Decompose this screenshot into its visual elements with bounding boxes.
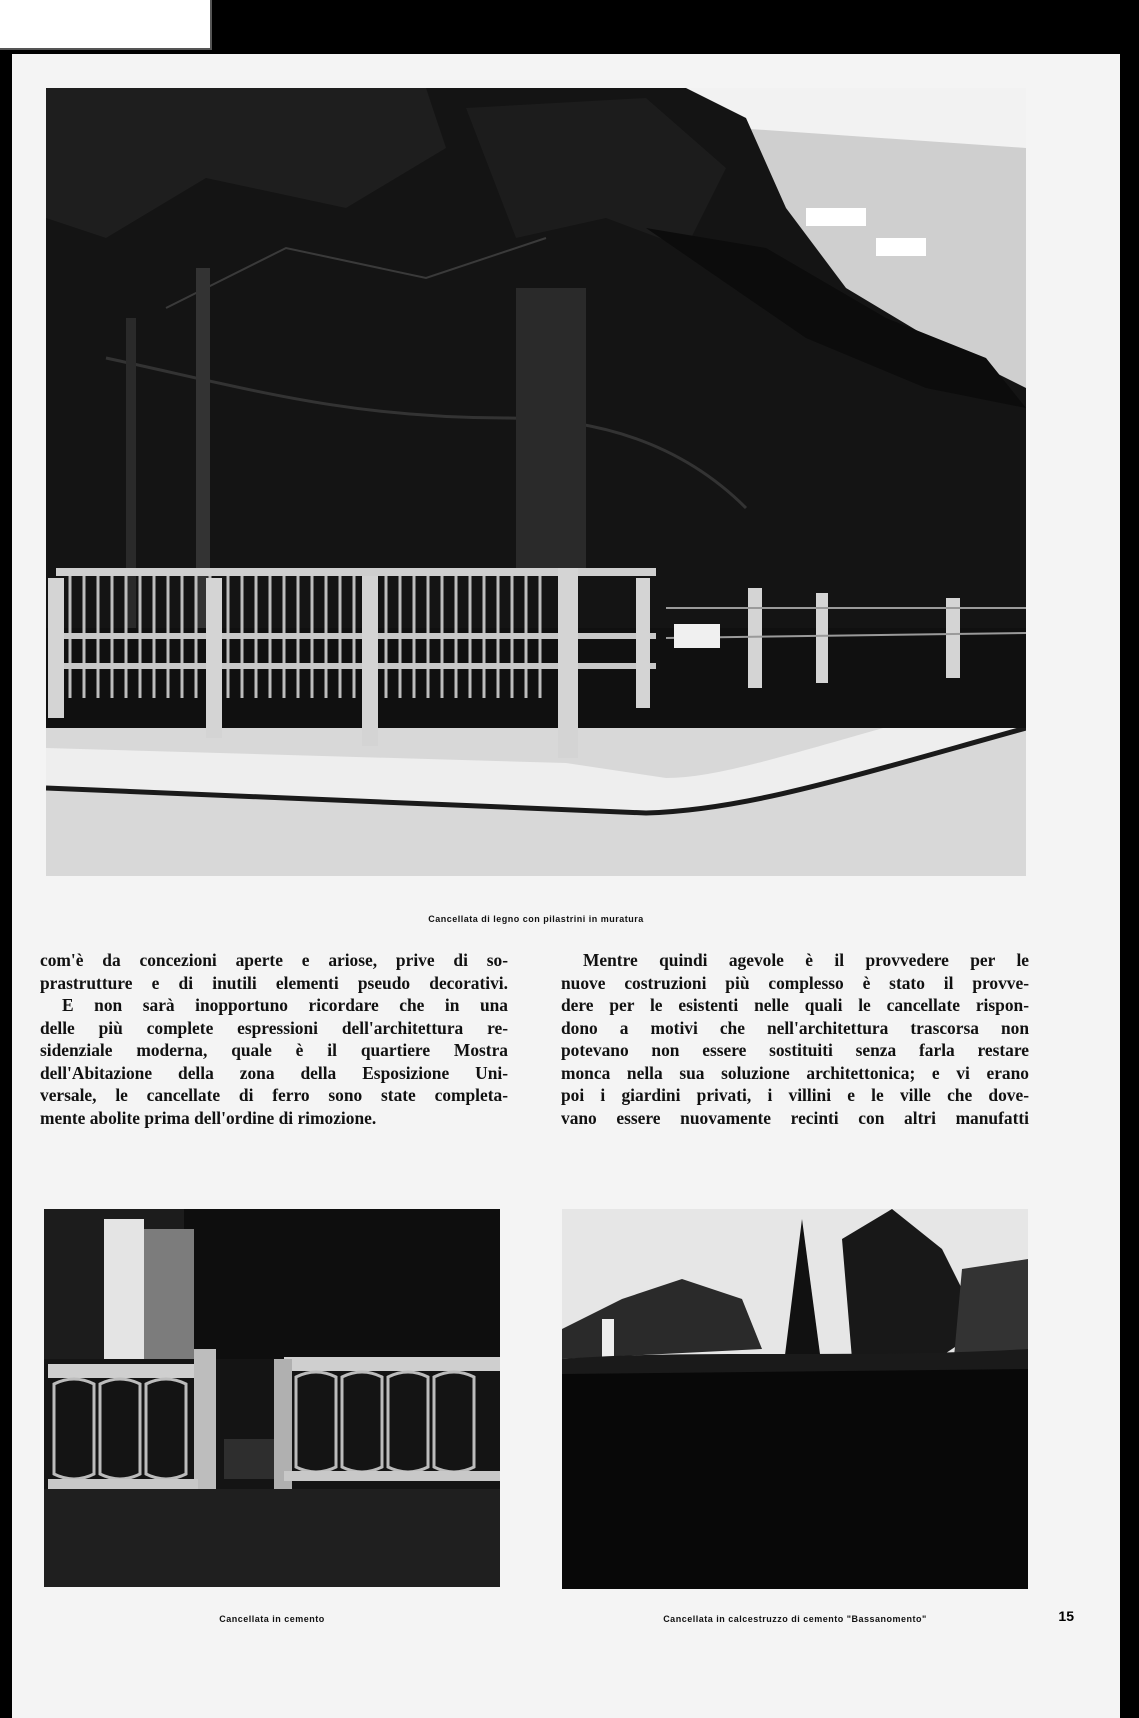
caption-top-photo: Cancellata di legno con pilastrini in muratura (428, 914, 644, 924)
magazine-page (12, 54, 1120, 1718)
text-line: potevano non essere sostituiti senza farla restare (561, 1040, 1029, 1060)
text-line: monca nella sua soluzione architettonica; e vi erano (561, 1062, 1029, 1083)
text-line: Mentre quindi agevole è il provvedere per le (583, 950, 1029, 970)
photo-wooden-fence (46, 88, 1026, 876)
text-line: vano essere nuovamente recinti con altri manufatti (561, 1107, 1029, 1128)
page-number: 15 (1058, 1608, 1074, 1624)
scan-edge-tab (0, 0, 212, 50)
text-line: poi i giardini privati, i villini e le ville che dove- (561, 1085, 1029, 1105)
text-line: prastrutture e di inutili elementi pseudo decorativi. (40, 972, 508, 993)
text-line: E non sarà inopportuno ricordare che in una (62, 995, 508, 1015)
text-line: dell'Abitazione della zona della Esposizione Uni- (40, 1062, 508, 1083)
text-line: delle più complete espressioni dell'architettura re- (40, 1017, 508, 1038)
caption-bottom-right-photo: Cancellata in calcestruzzo di cemento "Bassanomento" (663, 1614, 927, 1624)
text-line: mente abolite prima dell'ordine di rimozione. (40, 1107, 377, 1128)
text-line: dono a motivi che nell'architettura trascorsa non (561, 1017, 1029, 1038)
text-line: nuove costruzioni più complesso è stato il provve- (561, 972, 1029, 993)
text-line: versale, le cancellate di ferro sono state completa- (40, 1085, 508, 1105)
text-line: com'è da concezioni aperte e ariose, prive di so- (40, 950, 508, 970)
photo-concrete-fence (562, 1209, 1028, 1589)
photo-cement-fence (44, 1209, 500, 1587)
text-line: sidenziale moderna, quale è il quartiere Mostra (40, 1040, 508, 1060)
text-line: dere per le esistenti nelle quali le cancellate rispon- (561, 995, 1029, 1015)
text-column-right (561, 949, 1029, 1129)
text-column-left (40, 949, 508, 1129)
caption-bottom-left-photo: Cancellata in cemento (219, 1614, 325, 1624)
